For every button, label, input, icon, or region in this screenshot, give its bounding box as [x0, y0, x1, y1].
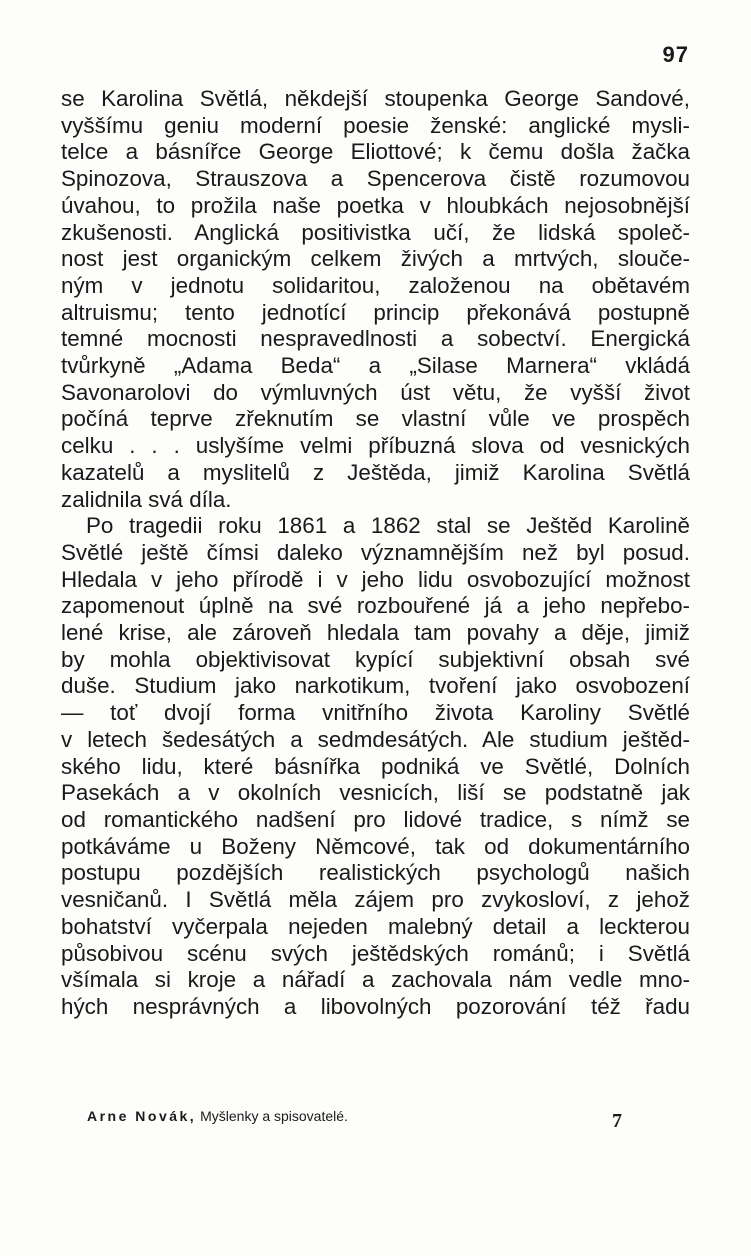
text-line: vyššímu geniu moderní poesie ženské: anglické mysli-	[61, 112, 690, 138]
text-line: potkáváme u Boženy Němcové, tak od dokumentárního	[61, 833, 690, 859]
text-line: temné mocnosti nespravedlnosti a sobectví. Energická	[61, 326, 690, 352]
text-line: — toť dvojí forma vnitřního života Karoliny Světlé	[61, 700, 690, 726]
text-line: zapomenout úplně na své rozbouřené já a jeho nepřebo-	[61, 593, 690, 619]
page-footer	[87, 1108, 622, 1132]
text-line: tvůrkyně „Adama Beda“ a „Silase Marnera“ vkládá	[61, 353, 690, 379]
text-line: vesničanů. I Světlá měla zájem pro zvykosloví, z jehož	[61, 887, 690, 913]
text-line: kazatelů a myslitelů z Ještěda, jimiž Karolina Světlá	[61, 459, 690, 485]
text-line: postupu pozdějších realistických psychologů našich	[61, 860, 690, 886]
text-line: úvahou, to prožila naše poetka v hloubkách nejosobnější	[61, 192, 690, 218]
text-line: ným v jednotu solidaritou, založenou na obětavém	[61, 272, 690, 298]
text-line: duše. Studium jako narkotikum, tvoření jako osvobození	[61, 673, 690, 699]
text-line: Po tragedii roku 1861 a 1862 stal se Ještěd Karolině	[86, 513, 690, 539]
text-line: působivou scénu svých ještědských románů; i Světlá	[61, 940, 690, 966]
text-line: by mohla objektivisovat kypící subjektivní obsah své	[61, 646, 690, 672]
text-line: nost jest organickým celkem živých a mrtvých, slouče-	[61, 246, 690, 272]
text-line: hých nesprávných a libovolných pozorování též řadu	[61, 993, 690, 1019]
body-text	[61, 86, 690, 1021]
text-line: Spinozova, Strauszova a Spencerova čistě rozumovou	[61, 166, 690, 192]
text-line: telce a básnířce George Eliottové; k čemu došla žačka	[61, 139, 690, 165]
text-line: zalidnila svá díla.	[61, 486, 232, 512]
text-line: se Karolina Světlá, někdejší stoupenka George Sandové,	[61, 86, 690, 111]
text-line: Světlé ještě čímsi daleko významnějším než byl posud.	[61, 539, 690, 565]
sheet-number: 7	[612, 1110, 622, 1132]
text-line: Hledala v jeho přírodě i v jeho lidu osvobozující možnost	[61, 566, 690, 592]
text-line: bohatství vyčerpala nejeden malebný detail a leckterou	[61, 913, 690, 939]
author-signature: Arne Novák,	[87, 1108, 197, 1124]
text-line: celku . . . uslyšíme velmi příbuzná slova od vesnických	[61, 433, 690, 459]
text-line: lené krise, ale zároveň hledala tam povahy a děje, jimiž	[61, 620, 690, 646]
text-line: počíná teprve zřeknutím se vlastní vůle ve prospěch	[61, 406, 690, 432]
text-line: od romantického nadšení pro lidové tradice, s nímž se	[61, 806, 690, 832]
text-line: Pasekách a v okolních vesnicích, liší se podstatně jak	[61, 780, 690, 806]
book-title: Myšlenky a spisovatelé.	[200, 1108, 348, 1124]
text-line: Savonarolovi do výmluvných úst větu, že vyšší život	[61, 379, 690, 405]
text-line: altruismu; tento jednotící princip překonává postupně	[61, 299, 690, 325]
text-line: všímala si kroje a nářadí a zachovala nám vedle mno-	[61, 967, 690, 993]
text-line: zkušenosti. Anglická positivistka učí, že lidská společ-	[61, 219, 690, 245]
page-number: 97	[662, 42, 689, 67]
text-line: v letech šedesátých a sedmdesátých. Ale studium ještěd-	[61, 726, 690, 752]
text-line: ského lidu, které básnířka podniká ve Světlé, Dolních	[61, 753, 690, 779]
